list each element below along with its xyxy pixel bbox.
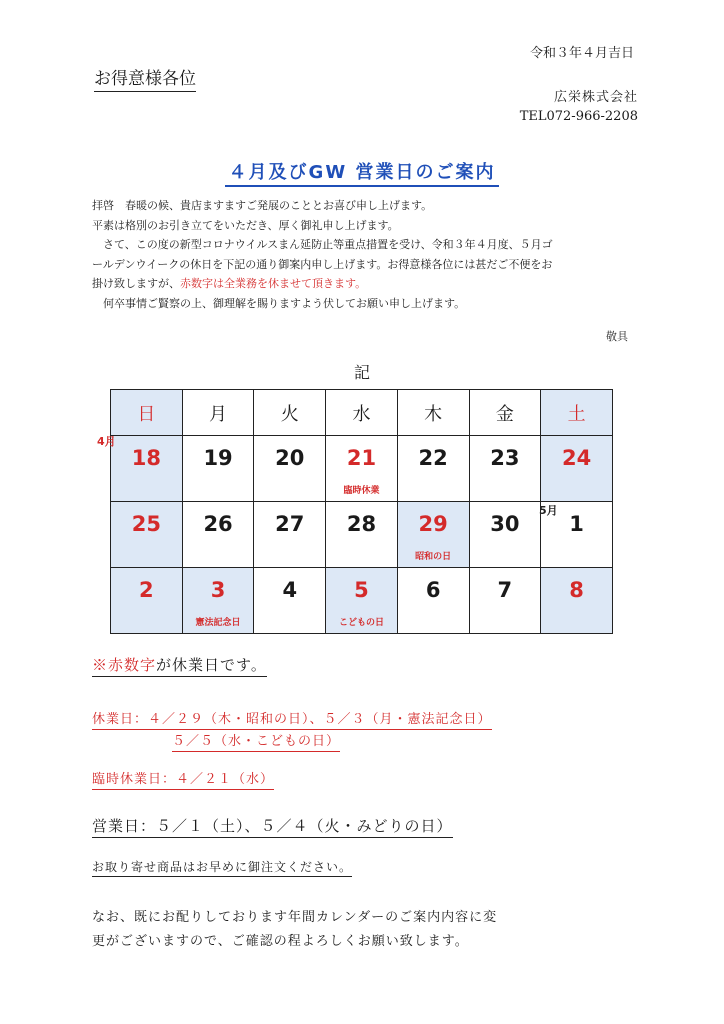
body-line-5-red-text: 赤数字は全業務を休ませて頂きます。 bbox=[180, 277, 367, 290]
final-note bbox=[92, 906, 632, 954]
body-line-5-text: 掛け致しますが、 bbox=[92, 277, 180, 290]
calendar-header-row bbox=[111, 390, 613, 436]
april-label: 4月 bbox=[97, 435, 116, 448]
calendar-week-row bbox=[111, 436, 613, 502]
calendar-day-number: 25 bbox=[131, 512, 161, 536]
document-date: 令和３年４月吉日 bbox=[529, 46, 634, 61]
body-line-3: さて、この度の新型コロナウイルスまん延防止等重点措置を受け、令和３年４月度、５月ゴ bbox=[103, 238, 553, 251]
weekday-mon: 月 bbox=[182, 390, 254, 436]
calendar-day-cell bbox=[541, 568, 613, 634]
calendar-day-note: こどもの日 bbox=[338, 618, 384, 628]
closed-days-line-2 bbox=[172, 730, 340, 749]
closed-days-line-1 bbox=[92, 708, 492, 727]
calendar-day-number: 29 bbox=[418, 512, 448, 536]
weekday-sun: 日 bbox=[111, 390, 183, 436]
weekday-tue: 火 bbox=[254, 390, 326, 436]
may-label: 5月 bbox=[539, 504, 558, 517]
red-number-note-text bbox=[92, 656, 267, 677]
body-line-2: 平素は格別のお引き立てをいただき、厚く御礼申し上げます。 bbox=[92, 218, 399, 232]
calendar-day-number: 19 bbox=[203, 446, 233, 470]
company-name: 広栄株式会社 bbox=[553, 90, 638, 105]
calendar-day-cell bbox=[254, 568, 326, 634]
order-note-text: お取り寄せ商品はお早めに御注文ください。 bbox=[92, 860, 352, 877]
calendar-day-note: 昭和の日 bbox=[415, 552, 452, 562]
calendar-day-number: 27 bbox=[275, 512, 305, 536]
calendar-day-number: 6 bbox=[425, 578, 441, 602]
red-number-note bbox=[92, 654, 267, 675]
calendar-day-number: 3 bbox=[210, 578, 226, 602]
open-days bbox=[92, 815, 453, 836]
calendar-day-cell bbox=[326, 568, 398, 634]
calendar-day-cell bbox=[111, 502, 183, 568]
open-days-text: 営業日：５／１（土）、５／４（火・みどりの日） bbox=[92, 817, 453, 838]
calendar-day-cell bbox=[326, 436, 398, 502]
calendar-day-cell bbox=[254, 436, 326, 502]
calendar-week-row bbox=[111, 502, 613, 568]
calendar-day-number: 18 bbox=[131, 446, 161, 470]
calendar-day-number: 30 bbox=[490, 512, 520, 536]
weekday-wed: 水 bbox=[326, 390, 398, 436]
calendar-day-number: 21 bbox=[346, 446, 377, 470]
calendar-day-note: 憲法記念日 bbox=[195, 618, 241, 628]
calendar-day-number: 7 bbox=[497, 578, 513, 602]
calendar-day-cell bbox=[397, 568, 469, 634]
calendar-day-cell bbox=[469, 502, 541, 568]
body-line-4: ールデンウイークの休日を下記の通り御案内申し上げます。お得意様各位には甚だご不便をお bbox=[92, 257, 553, 271]
letter-body bbox=[92, 196, 632, 313]
calendar-day-number: 5 bbox=[354, 578, 369, 602]
calendar-day-number: 26 bbox=[203, 512, 233, 536]
closed-days-line-1-text: 休業日：４／２９（木・昭和の日）、５／３（月・憲法記念日） bbox=[92, 712, 492, 730]
body-line-1: 拝啓 春暖の候、貴店ますますご発展のこととお喜び申し上げます。 bbox=[92, 199, 433, 212]
order-note bbox=[92, 858, 352, 875]
calendar-body bbox=[111, 436, 613, 634]
calendar-day-number: 8 bbox=[569, 578, 584, 602]
red-number-note-red: ※赤数字 bbox=[92, 656, 157, 674]
final-note-line-1: なお、既にお配りしております年間カレンダーのご案内内容に変 bbox=[92, 910, 498, 925]
calendar-day-cell bbox=[469, 436, 541, 502]
calendar-day-cell bbox=[397, 502, 469, 568]
weekday-fri: 金 bbox=[469, 390, 541, 436]
calendar-day-cell bbox=[326, 502, 398, 568]
calendar-day-note: 臨時休業 bbox=[343, 486, 380, 496]
document-title bbox=[0, 158, 724, 184]
calendar-day-number: 28 bbox=[346, 512, 377, 536]
calendar-day-number: 2 bbox=[139, 578, 154, 602]
calendar-day-cell bbox=[254, 502, 326, 568]
weekday-thu: 木 bbox=[397, 390, 469, 436]
closed-days-line-2-text: ５／５（水・こどもの日） bbox=[172, 734, 340, 752]
weekday-sat: 土 bbox=[541, 390, 613, 436]
closing-phrase: 敬具 bbox=[606, 330, 628, 343]
calendar-day-number: 22 bbox=[418, 446, 448, 470]
ki-heading: 記 bbox=[353, 363, 370, 382]
calendar-day-number: 1 bbox=[569, 512, 584, 536]
document-title-text: ４月及びGW 営業日のご案内 bbox=[225, 162, 500, 187]
final-note-line-2: 更がございますので、ご確認の程よろしくお願い致します。 bbox=[92, 934, 469, 949]
red-number-note-rest: が休業日です。 bbox=[156, 656, 267, 674]
calendar-day-cell bbox=[541, 436, 613, 502]
calendar-day-cell bbox=[397, 436, 469, 502]
holiday-calendar bbox=[110, 389, 613, 634]
calendar-day-cell bbox=[182, 436, 254, 502]
calendar-day-number: 4 bbox=[282, 578, 298, 602]
calendar-week-row bbox=[111, 568, 613, 634]
calendar-day-cell bbox=[182, 568, 254, 634]
calendar-day-cell bbox=[182, 502, 254, 568]
recipient-heading: お得意様各位 bbox=[94, 64, 196, 92]
calendar-day-number: 20 bbox=[275, 446, 305, 470]
temporary-closure bbox=[92, 768, 274, 787]
calendar-day-cell bbox=[111, 568, 183, 634]
body-line-6: 何卒事情ご賢察の上、御理解を賜りますよう伏してお願い申し上げます。 bbox=[103, 296, 466, 310]
calendar-day-number: 23 bbox=[490, 446, 520, 470]
body-line-5 bbox=[92, 274, 632, 294]
company-phone: TEL072-966-2208 bbox=[519, 109, 638, 124]
temporary-closure-text: 臨時休業日：４／２１（水） bbox=[92, 772, 274, 790]
calendar-day-cell bbox=[469, 568, 541, 634]
calendar-table bbox=[110, 389, 613, 634]
calendar-day-cell bbox=[111, 436, 183, 502]
calendar-day-number: 24 bbox=[561, 446, 592, 470]
